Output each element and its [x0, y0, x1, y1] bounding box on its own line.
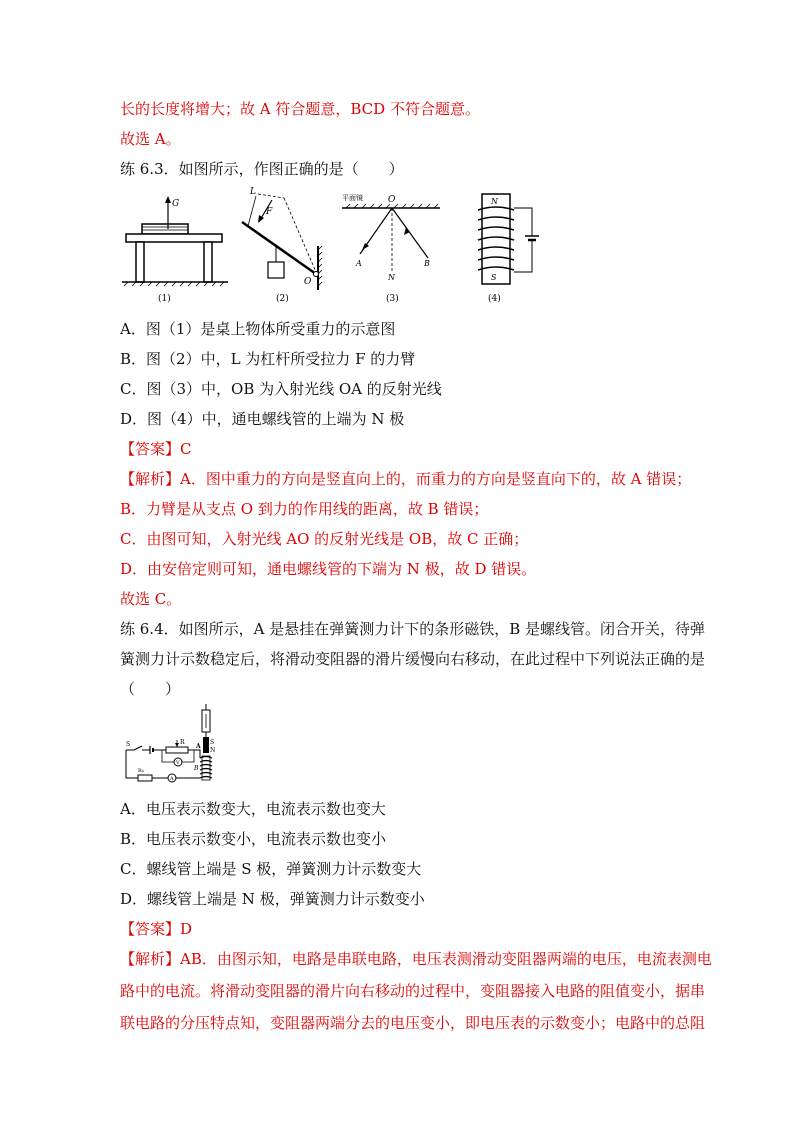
option-c-6-3: C．图（3）中，OB 为入射光线 OA 的反射光线 [120, 380, 442, 398]
coil-label-b: B [194, 765, 199, 772]
analysis-6-3-b: B．力臂是从支点 O 到力的作用线的距离，故 B 错误； [120, 500, 489, 518]
figure-row-6-3 [120, 186, 540, 306]
fig3-label-mirror: 平面镜 [342, 194, 363, 202]
question-6-4-line-3: （ ） [120, 680, 181, 698]
fig4-label-n: N [491, 197, 498, 206]
question-6-4-line-1: 练 6.4．如图所示，A 是悬挂在弹簧测力计下的条形磁铁，B 是螺线管。闭合开关，待弹 [120, 620, 706, 638]
fig2-label-o: O [304, 277, 312, 287]
rheostat-label-r: R [180, 739, 185, 746]
conclusion-6-3: 故选 C。 [120, 590, 182, 608]
fig3-label-o: O [388, 195, 396, 205]
option-d-6-4: D．螺线管上端是 N 极，弹簧测力计示数变小 [120, 890, 425, 908]
figure-6-4-circuit [120, 704, 230, 790]
fig4-label-s: S [491, 273, 497, 282]
fig2-label-l: L [250, 187, 256, 197]
figure-2 [242, 187, 322, 304]
voltmeter-label: V [176, 760, 180, 766]
question-6-4-line-2: 簧测力计示数稳定后，将滑动变阻器的滑片缓慢向右移动，在此过程中下列说法正确的是 [120, 650, 706, 668]
option-a-6-4: A．电压表示数变大，电流表示数也变大 [120, 800, 386, 818]
magnet-label-s: S [210, 739, 215, 746]
ammeter-label: A [170, 776, 174, 782]
magnet-label-n: N [210, 747, 216, 754]
figure-3 [342, 193, 440, 304]
analysis-6-3-a: 【解析】A．图中重力的方向是竖直向上的，而重力的方向是竖直向下的，故 A 错误； [120, 470, 692, 488]
fig3-label-n: N [388, 273, 395, 282]
resistor-label: R₀ [138, 768, 144, 774]
fig4-caption: (4) [488, 294, 501, 304]
fig3-label-b: B [424, 259, 430, 268]
answer-6-3: 【答案】C [120, 440, 192, 458]
fig1-caption: (1) [158, 294, 171, 304]
fig1-label-g: G [172, 199, 180, 209]
answer-6-4: 【答案】D [120, 920, 193, 938]
magnet-label-a: A [196, 743, 201, 750]
figure-4 [478, 194, 539, 304]
text-line-2: 故选 A。 [120, 130, 181, 148]
fig2-caption: (2) [276, 294, 289, 304]
text-line-1: 长的长度将增大；故 A 符合题意，BCD 不符合题意。 [120, 100, 480, 118]
option-b-6-3: B．图（2）中，L 为杠杆所受拉力 F 的力臂 [120, 350, 416, 368]
analysis-6-3-d: D．由安倍定则可知，通电螺线管的下端为 N 极，故 D 错误。 [120, 560, 537, 578]
option-c-6-4: C．螺线管上端是 S 极，弹簧测力计示数变大 [120, 860, 422, 878]
option-b-6-4: B．电压表示数变小，电流表示数也变小 [120, 830, 387, 848]
figure-1 [122, 196, 228, 304]
switch-label-s: S [126, 741, 131, 748]
analysis-6-4-line-1: 【解析】AB．由图示知，电路是串联电路，电压表测滑动变阻器两端的电压，电流表测电 [120, 950, 712, 968]
fig3-caption: (3) [386, 294, 399, 304]
option-a-6-3: A．图（1）是桌上物体所受重力的示意图 [120, 320, 396, 338]
option-d-6-3: D．图（4）中，通电螺线管的上端为 N 极 [120, 410, 405, 428]
analysis-6-4-line-3: 联电路的分压特点知，变阻器两端分去的电压变小，即电压表的示数变小；电路中的总阻 [120, 1014, 706, 1032]
fig3-label-a: A [356, 259, 362, 268]
analysis-6-4-line-2: 路中的电流。将滑动变阻器的滑片向右移动的过程中，变阻器接入电路的阻值变小，据串 [120, 982, 706, 1000]
fig2-label-f: F [266, 207, 273, 217]
question-6-3: 练 6.3．如图所示，作图正确的是（ ） [120, 160, 404, 178]
analysis-6-3-c: C．由图可知，入射光线 AO 的反射光线是 OB，故 C 正确； [120, 530, 529, 548]
